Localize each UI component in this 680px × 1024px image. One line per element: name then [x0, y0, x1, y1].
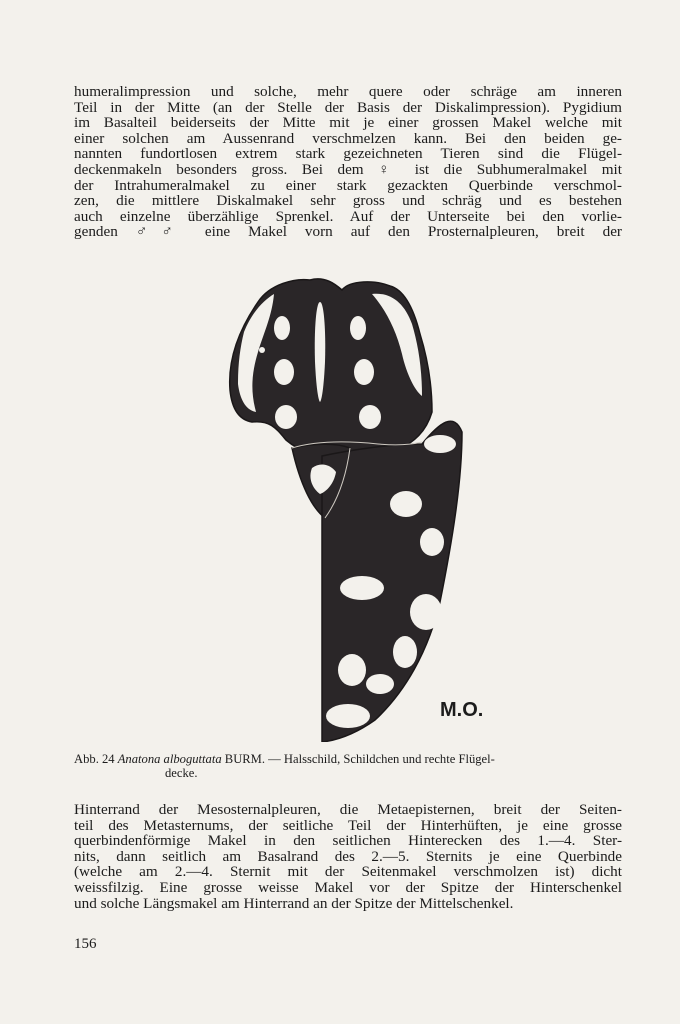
text-line: querbindenförmige Makel in den seitlichen Hinterecken des 1.—4. Ster-: [74, 832, 622, 850]
figure-caption: [74, 752, 624, 780]
page-number: 156: [74, 936, 97, 952]
text-line: und solche Längsmakel am Hinterrand an der Spitze der Mittelschenkel.: [74, 894, 514, 912]
text-line: deckenmakeln besonders gross. Bei dem ♀ ist die Subhumeralmakel mit: [74, 160, 622, 178]
text-line: auch einzelne überzählige Sprenkel. Auf der Unterseite bei den vorlie-: [74, 207, 622, 225]
text-line: einer solchen am Aussenrand verschmelzen kann. Bei den beiden ge-: [74, 129, 622, 147]
caption-species: Anatona alboguttata: [117, 752, 222, 766]
text-line: (welche am 2.—4. Sternit mit der Seitenmakel verschmolzen ist) dicht: [74, 863, 622, 881]
text-line: der Intrahumeralmakel zu einer stark gezackten Querbinde verschmol-: [74, 176, 622, 194]
artist-signature: M.O.: [440, 699, 484, 721]
text-line: nits, dann seitlich am Basalrand des 2.—5. Sternits je eine Querbinde: [74, 847, 622, 865]
text-line: genden ♂♂ eine Makel vorn auf den Prosternalpleuren, breit der: [74, 223, 622, 241]
caption-line-2: decke.: [165, 766, 198, 780]
text-line: weissfilzig. Eine grosse weisse Makel vor der Spitze der Hinterschenkel: [74, 878, 622, 896]
text-line: Teil in der Mitte (an der Stelle der Basis der Diskalimpression). Pygidium: [74, 98, 622, 116]
text-line: humeralimpression und solche, mehr quere oder schräge am inneren: [74, 83, 622, 100]
text-line: im Basalteil beiderseits der Mitte mit je einer grossen Makel welche mit: [74, 114, 622, 132]
bottom-paragraph: [74, 802, 622, 911]
text-line: Hinterrand der Mesosternalpleuren, die Metaepisternen, breit der Seiten-: [74, 801, 622, 818]
beetle-pronotum-elytron-figure: [200, 272, 530, 742]
caption-prefix: Abb. 24: [74, 752, 118, 766]
text-line: zen, die mittlere Diskalmakel sehr gross und schräg und es bestehen: [74, 192, 622, 210]
text-line: nannten fundortlosen extrem stark gezeichneten Tieren sind die Flügel-: [74, 145, 622, 163]
caption-rest: BURM. — Halsschild, Schildchen und rechte Flügel-: [221, 752, 495, 766]
elytron-shape: [322, 421, 462, 742]
caption-line-1: [74, 752, 624, 766]
text-line: teil des Metasternums, der seitliche Teil der Hinterhüften, je eine grosse: [74, 816, 622, 834]
top-paragraph: [74, 84, 622, 240]
